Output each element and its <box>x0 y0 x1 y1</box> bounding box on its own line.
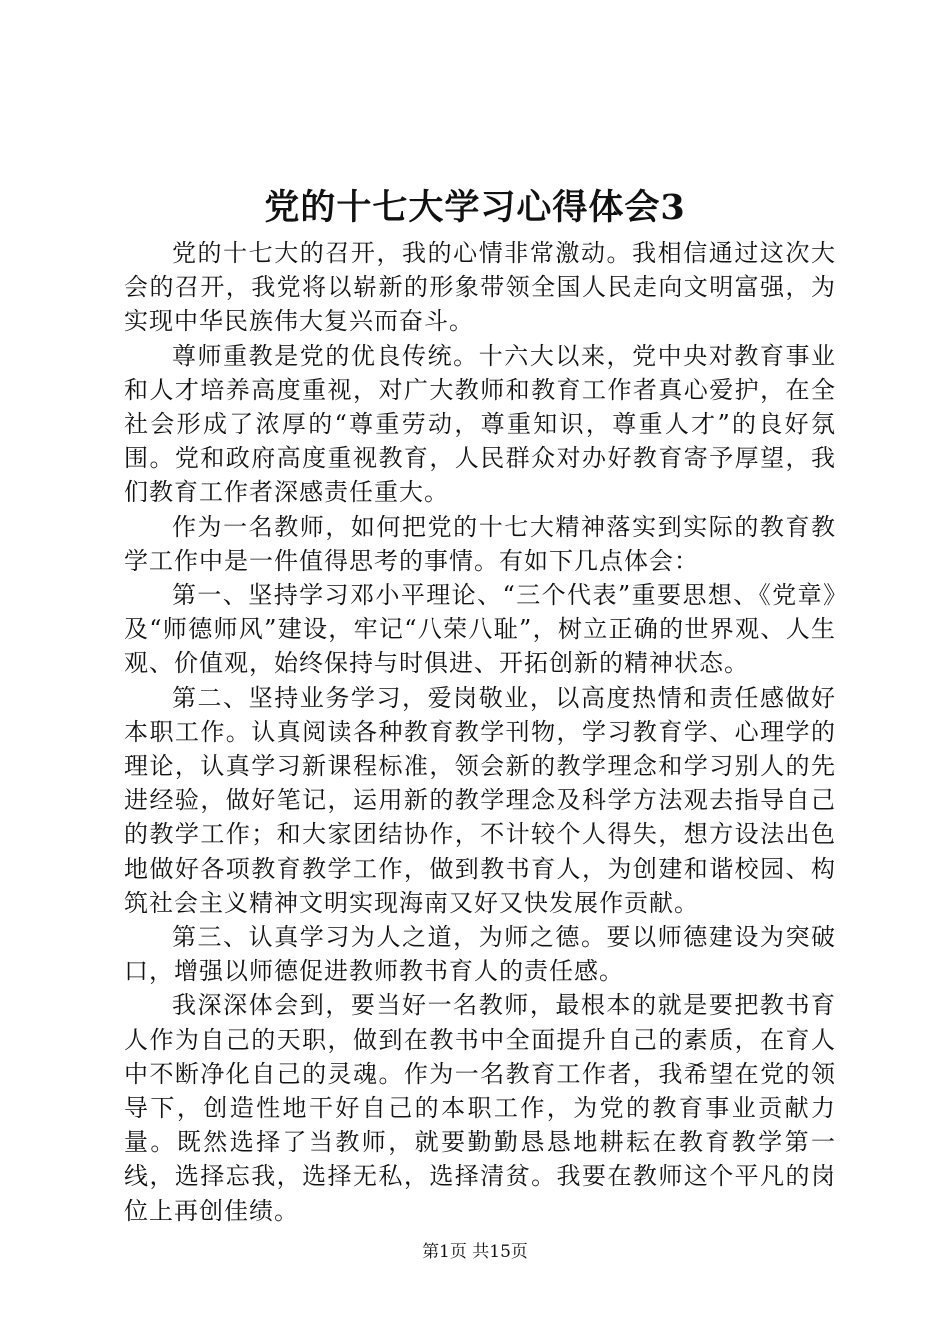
paragraph-4: 第一、坚持学习邓小平理论、“三个代表”重要思想、《党章》及“师德师风”建设，牢记“八荣八耻”，树立正确的世界观、人生观、价值观，始终保持与时俱进、开拓创新的精神状态。 <box>124 581 836 678</box>
paragraph-3: 作为一名教师，如何把党的十七大精神落实到实际的教育教学工作中是一件值得思考的事情。有如下几点体会： <box>124 512 836 575</box>
paragraph-5: 第二、坚持业务学习，爱岗敬业，以高度热情和责任感做好本职工作。认真阅读各种教育教学刊物，学习教育学、心理学的理论，认真学习新课程标准，领会新的教学理念和学习别人的先进经验，做好笔记，运用新的教学理念及科学方法观去指导自己的教学工作；和大家团结协作，不计较个人得失，想方设法出色地做好各项教育教学工作，做到教书育人，为创建和谐校园、构筑社会主义精神文明实现海南又好又快发展作贡献。 <box>124 683 836 917</box>
document-title: 党的十七大学习心得体会3 <box>264 187 686 228</box>
document-body <box>124 236 836 1228</box>
paragraph-1: 党的十七大的召开，我的心情非常激动。我相信通过这次大会的召开，我党将以崭新的形象带领全国人民走向文明富强，为实现中华民族伟大复兴而奋斗。 <box>124 239 836 336</box>
paragraph-6: 第三、认真学习为人之道，为师之德。要以师德建设为突破口，增强以师德促进教师教书育人的责任感。 <box>124 923 836 986</box>
page-footer: 第1页 共15页 <box>422 1242 528 1262</box>
paragraph-2: 尊师重教是党的优良传统。十六大以来，党中央对教育事业和人才培养高度重视，对广大教师和教育工作者真心爱护，在全社会形成了浓厚的“尊重劳动，尊重知识，尊重人才”的良好氛围。党和政府高度重视教育，人民群众对办好教育寄予厚望，我们教育工作者深感责任重大。 <box>124 341 836 507</box>
paragraph-7: 我深深体会到，要当好一名教师，最根本的就是要把教书育人作为自己的天职，做到在教书中全面提升自己的素质，在育人中不断净化自己的灵魂。作为一名教育工作者，我希望在党的领导下，创造性地干好自己的本职工作，为党的教育事业贡献力量。既然选择了当教师，就要勤勤恳恳地耕耘在教育教学第一线，选择忘我，选择无私，选择清贫。我要在教师这个平凡的岗位上再创佳绩。 <box>124 991 836 1225</box>
